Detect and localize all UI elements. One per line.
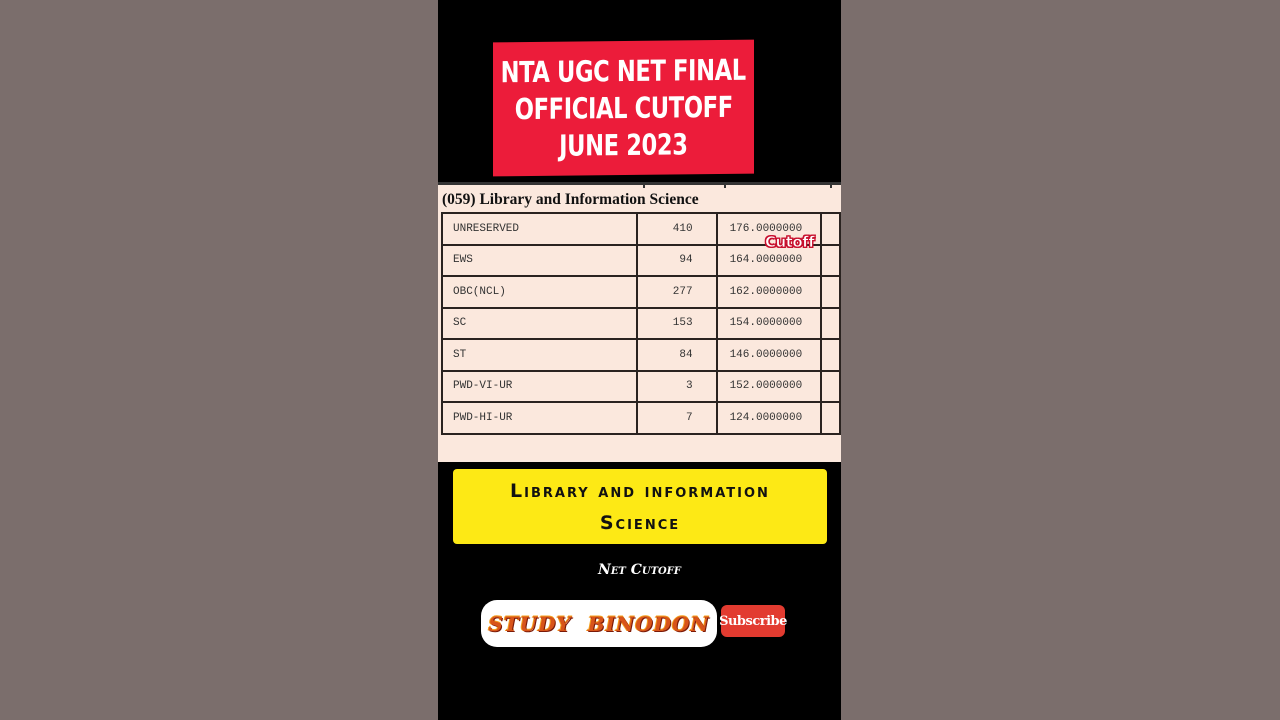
extra-cell [821, 245, 840, 277]
extra-cell [821, 308, 840, 340]
section-title: (059) Library and Information Science [442, 191, 699, 208]
extra-cell [821, 213, 840, 245]
category-cell: EWS [442, 245, 637, 277]
count-cell: 3 [637, 371, 716, 403]
score-cell: 146.0000000 [717, 339, 821, 371]
caption: Net Cutoff [598, 562, 681, 578]
count-cell: 94 [637, 245, 716, 277]
count-cell: 84 [637, 339, 716, 371]
category-cell: ST [442, 339, 637, 371]
title-banner [493, 40, 754, 177]
divider [438, 182, 841, 185]
count-cell: 7 [637, 402, 716, 434]
title-line-3: JUNE 2023 [559, 126, 688, 163]
score-cell: 152.0000000 [717, 371, 821, 403]
category-cell: PWD-HI-UR [442, 402, 637, 434]
channel-name: STUDY BINODON [488, 611, 710, 636]
table-row [442, 339, 840, 371]
score-cell: 154.0000000 [717, 308, 821, 340]
divider [724, 182, 726, 188]
category-cell: PWD-VI-UR [442, 371, 637, 403]
score-cell: 164.0000000 [717, 245, 821, 277]
title-line-1: NTA UGC NET FINAL [500, 52, 747, 89]
count-cell: 277 [637, 276, 716, 308]
category-cell: UNRESERVED [442, 213, 637, 245]
extra-cell [821, 371, 840, 403]
category-cell: OBC(NCL) [442, 276, 637, 308]
score-cell: 176.0000000 [717, 213, 821, 245]
extra-cell [821, 402, 840, 434]
cutoff-overlay-label: Cutoff [765, 233, 815, 251]
subscribe-button[interactable]: Subscribe [721, 605, 785, 637]
title-line-2: OFFICIAL CUTOFF [514, 89, 733, 126]
count-cell: 410 [637, 213, 716, 245]
channel-brand [481, 600, 717, 647]
video-frame [438, 0, 841, 720]
count-cell: 153 [637, 308, 716, 340]
extra-cell [821, 276, 840, 308]
score-cell: 124.0000000 [717, 402, 821, 434]
score-cell: 162.0000000 [717, 276, 821, 308]
subject-banner [453, 469, 827, 544]
table-row [442, 308, 840, 340]
table-row [442, 402, 840, 434]
table-row [442, 371, 840, 403]
divider [643, 182, 645, 188]
divider [830, 182, 832, 188]
subject-line-2: Science [599, 511, 681, 534]
subject-line-1: Library and information [510, 479, 770, 502]
extra-cell [821, 339, 840, 371]
cutoff-document [438, 182, 841, 462]
table-row [442, 276, 840, 308]
category-cell: SC [442, 308, 637, 340]
